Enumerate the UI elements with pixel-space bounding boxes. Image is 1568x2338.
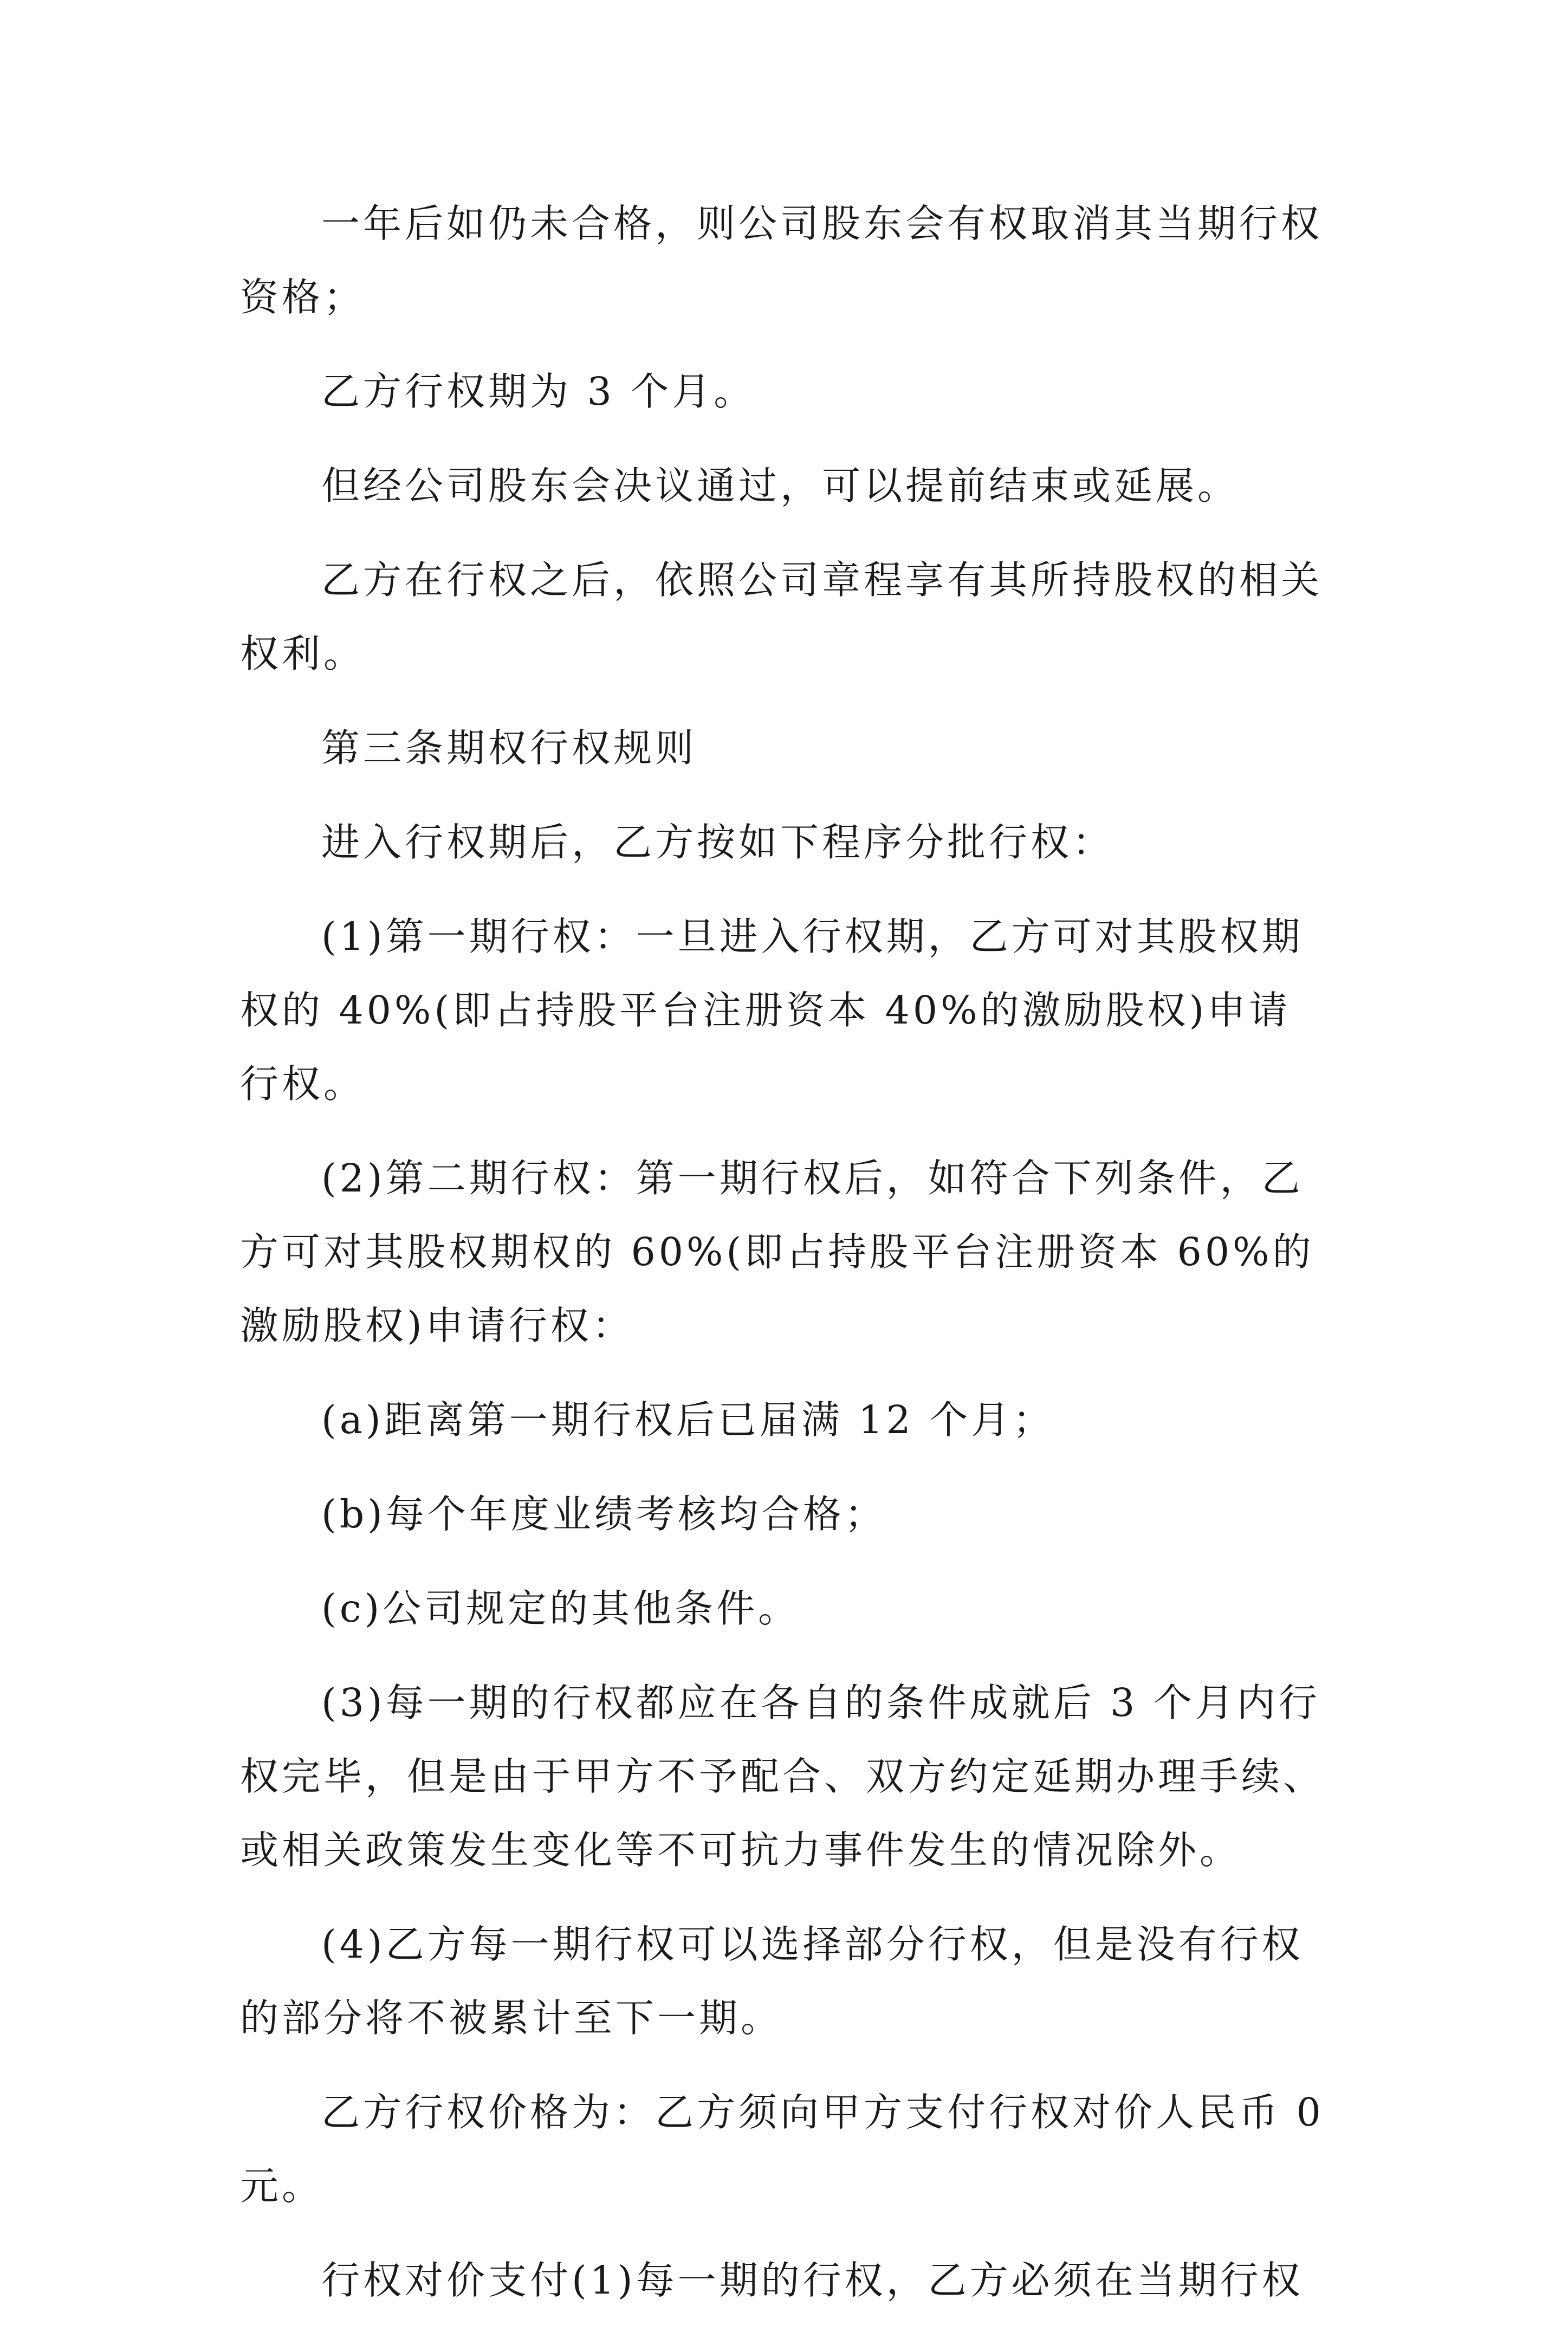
- paragraph-1: 一年后如仍未合格，则公司股东会有权取消其当期行权资格；: [240, 201, 1323, 320]
- paragraph-14: 乙方行权价格为：乙方须向甲方支付行权对价人民币 0 元。: [240, 2090, 1324, 2209]
- paragraph-2: 乙方行权期为 3 个月。: [321, 369, 756, 414]
- paragraph-7: (1)第一期行权：一旦进入行权期，乙方可对其股权期权的 40%(即占持股平台注册资本 40%的激励股权)申请行权。: [240, 914, 1304, 1106]
- paragraph-13: (4)乙方每一期行权可以选择部分行权，但是没有行权的部分将不被累计至下一期。: [240, 1922, 1304, 2041]
- paragraph-11: (c)公司规定的其他条件。: [321, 1586, 800, 1631]
- paragraph-12: (3)每一期的行权都应在各自的条件成就后 3 个月内行权完毕，但是由于甲方不予配合、双方约定延期办理手续、或相关政策发生变化等不可抗力事件发生的情况除外。: [240, 1680, 1325, 1873]
- paragraph-15: 行权对价支付(1)每一期的行权，乙方必须在当期行权: [321, 2258, 1304, 2303]
- paragraph-10: (b)每个年度业绩考核均合格；: [321, 1492, 886, 1537]
- paragraph-9: (a)距离第一期行权后已届满 12 个月；: [321, 1397, 1055, 1442]
- paragraph-6: 进入行权期后，乙方按如下程序分批行权：: [321, 820, 1115, 865]
- paragraph-3: 但经公司股东会决议通过，可以提前结束或延展。: [321, 463, 1240, 508]
- paragraph-8: (2)第二期行权：第一期行权后，如符合下列条件，乙方可对其股权期权的 60%(即占持股平台注册资本 60%的激励股权)申请行权：: [240, 1156, 1314, 1348]
- paragraph-4: 乙方在行权之后，依照公司章程享有其所持股权的相关权利。: [240, 558, 1323, 676]
- section-heading: 第三条期权行权规则: [321, 726, 697, 770]
- document-body: [240, 187, 1329, 2338]
